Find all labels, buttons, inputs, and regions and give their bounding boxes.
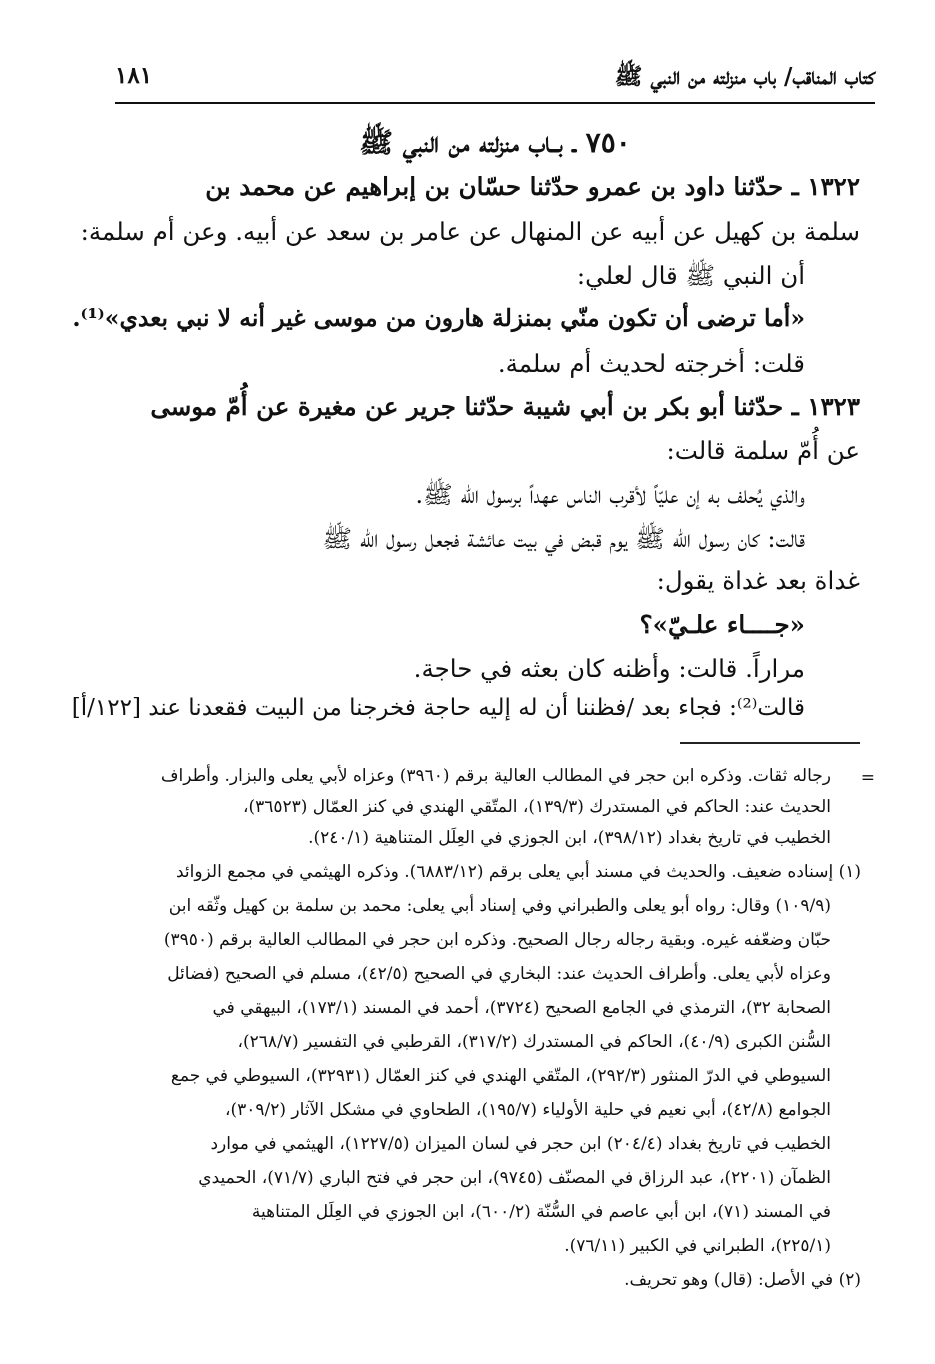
hadith-1323-line-5: غداة بعد غداة يقول: [656,566,860,595]
hadith-1323-line-7: قالت⁽²⁾: فجاء بعد /فظننا أن له إليه حاجة فخرجنا من البيت فقعدنا عند [١٢٢/أ] [71,695,805,721]
header-divider [115,102,875,104]
footnote-1-line: الصحابة ٣٢)، الترمذي في الجامع الصحيح (٣٧٢٤)، أحمد في المسند (١٧٣/١)، البيهقي في [212,998,831,1018]
hadith-1322-quote: «أما ترضى أن تكون منّي بمنزلة هارون من موسى غير أنه لا نبي بعدي»⁽¹⁾. [72,304,805,332]
footnote-1-line: وعزاه لأبي يعلى. وأطراف الحديث عند: البخاري في الصحيح (٤٢/٥)، مسلم في الصحيح (فضائل [167,964,831,984]
hadith-1322-line-2: سلمة بن كهيل عن أبيه عن المنهال عن عامر بن سعد عن أبيه. وعن أم سلمة: [80,217,860,246]
hadith-1322-line-3: أن النبي ﷺ قال لعلي: [576,261,805,290]
hadith-1323-line-2: عن أُمّ سلمة قالت: [666,436,860,465]
running-header [115,58,875,98]
footnote-1-line: حبّان وضعّفه غيره. وبقية رجاله رجال الصحيح. وذكره ابن حجر في المطالب العالية برقم (٣٩٥٠) [163,930,831,950]
footnote-1-line: (٢٢٥/١)، الطبراني في الكبير (٧٦/١١). [564,1236,831,1256]
hadith-1323-line-6: مراراً. قالت: وأظنه كان بعثه في حاجة. [413,654,805,683]
footnote-1-line: السيوطي في الدرّ المنثور (٢٩٢/٣)، المتّقي الهندي في كنز العمّال (٣٢٩٣١)، السيوطي في جمع [170,1066,831,1086]
hadith-1323-quote: «جــــاء علـيّ»؟ [639,610,805,639]
footnote-divider [680,742,860,744]
chapter-title: ٧٥٠ ـ بــاب منزلته من النبي ﷺ [359,126,631,159]
footnote-1-line: السُّنن الكبرى (٤٠/٩)، الحاكم في المستدرك (٣١٧/٢)، القرطبي في التفسير (٢٦٨/٧)، [237,1032,831,1052]
footnote-continuation-mark: = [860,768,875,788]
footnote-1-line: الخطيب في تاريخ بغداد (٢٠٤/٤) ابن حجر في لسان الميزان (١٢٢٧/٥)، الهيثمي في موارد [210,1134,831,1154]
footnote-2-line: (٢) في الأصل: (قال) وهو تحريف. [624,1270,861,1290]
footnote-line: الخطيب في تاريخ بغداد (٣٩٨/١٢)، ابن الجوزي في العِلَل المتناهية (٢٤٠/١). [308,828,831,848]
footnote-1-line: في المسند (٧١)، ابن أبي عاصم في السُّنّة (٦٠٠/٢)، ابن الجوزي في العِلَل المتناهية [251,1202,831,1222]
running-header-title: كتاب المناقب/ باب منزلته من النبي ﷺ [614,63,875,90]
footnote-1-line: الظمآن (٢٢٠١)، عبد الرزاق في المصنّف (٩٧٤٥)، ابن حجر في فتح الباري (٧١/٧)، الحميدي [198,1168,831,1188]
footnote-1-line: الجوامع (٤٢/٨)، أبي نعيم في حلية الأولياء (١٩٥/٧)، الطحاوي في مشكل الآثار (٣٠٩/٢)، [225,1100,831,1120]
footnote-line: رجاله ثقات. وذكره ابن حجر في المطالب العالية برقم (٣٩٦٠) وعزاه لأبي يعلى والبزار. وأطراف [160,766,831,786]
page-number: ١٨١ [115,62,153,89]
footnote-1-line: (١) إسناده ضعيف. والحديث في مسند أبي يعلى برقم (٦٨٨٣/١٢). وذكره الهيثمي في مجمع الزوائد [175,862,861,882]
hadith-1323-line-4: قالت: كان رسول الله ﷺ يوم قبض في بيت عائشة فجعل رسول الله ﷺ [322,524,805,553]
hadith-1322-line-1: ١٣٢٢ ـ حدّثنا داود بن عمرو حدّثنا حسّان بن إبراهيم عن محمد بن [205,172,860,201]
footnote-line: الحديث عند: الحاكم في المستدرك (١٣٩/٣)، المتّقي الهندي في كنز العمّال (٣٦٥٢٣)، [242,797,831,817]
hadith-1323-line-1: ١٣٢٣ ـ حدّثنا أبو بكر بن أبي شيبة حدّثنا جرير عن مغيرة عن أُمّ موسى [150,392,860,421]
hadith-1323-line-3: والذي يُحلف به إن عليّاً لأقرب الناس عهداً برسول الله ﷺ. [415,480,805,509]
author-note-1322: قلت: أخرجته لحديث أم سلمة. [497,349,805,378]
footnote-1-line: (١٠٩/٩) وقال: رواه أبو يعلى والطبراني وفي إسناد أبي يعلى: محمد بن سلمة بن كهيل وثّقه ابن [168,896,831,916]
